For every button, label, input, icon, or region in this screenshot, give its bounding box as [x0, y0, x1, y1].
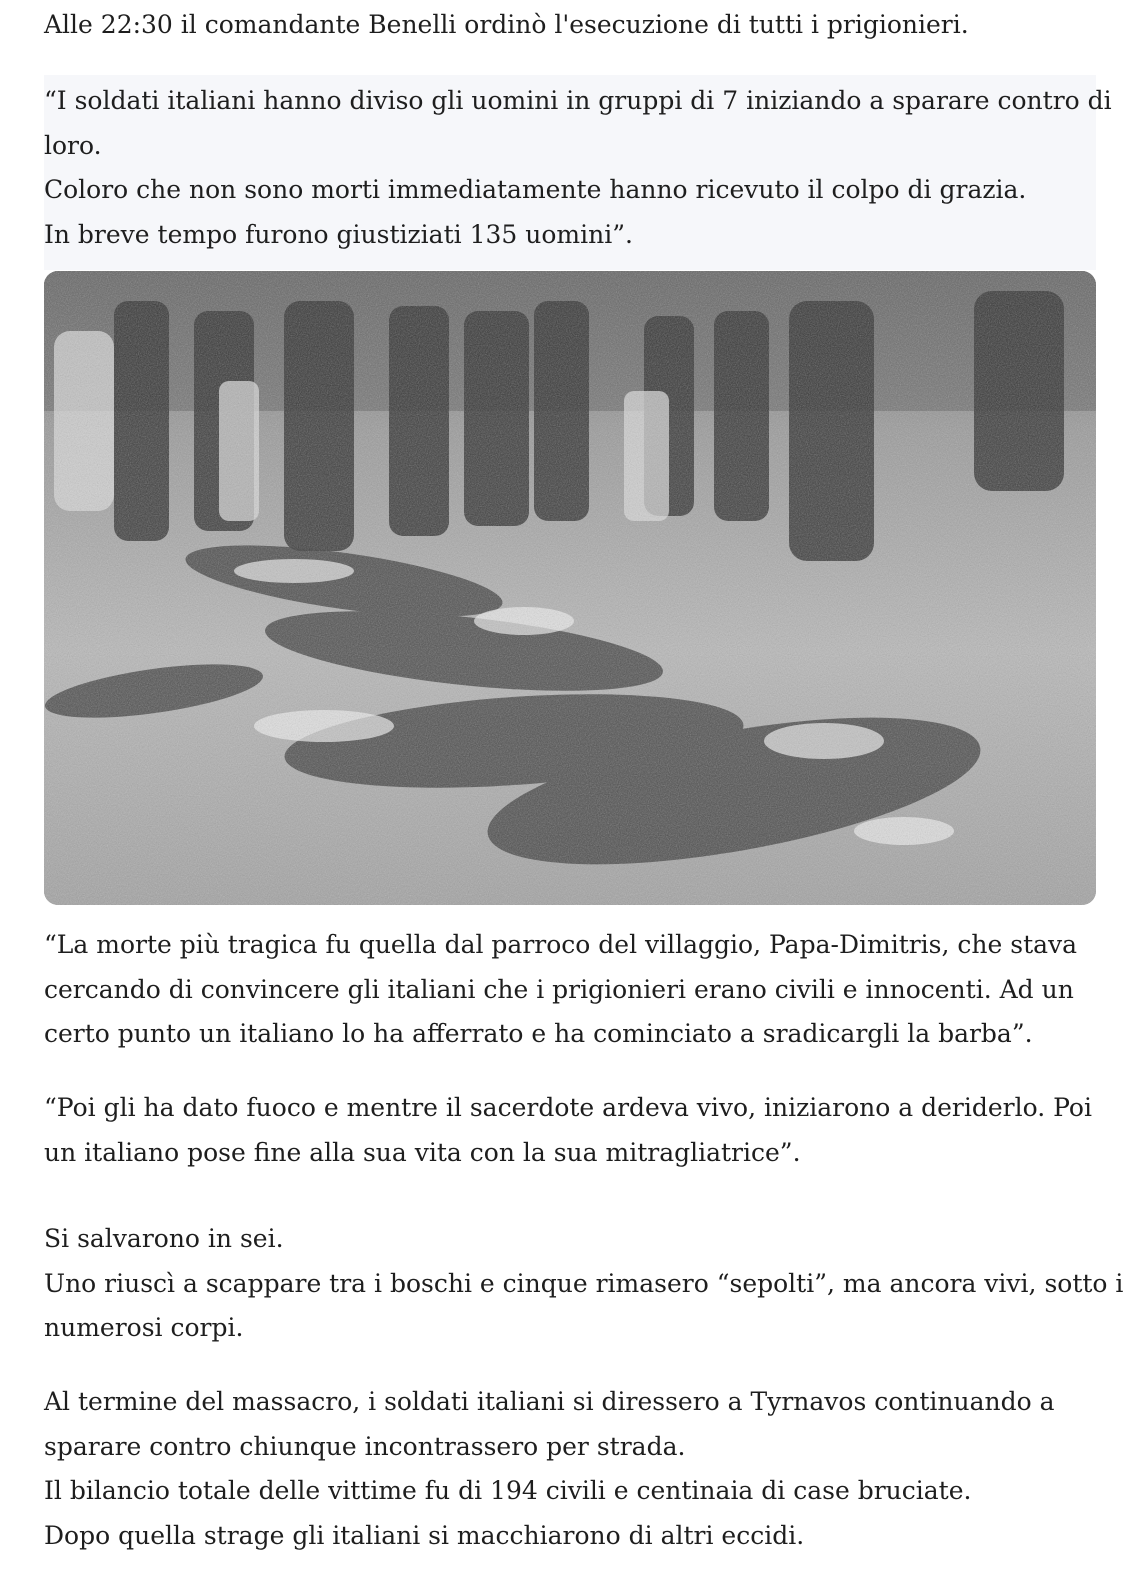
- paragraph-line: “La morte più tragica fu quella dal parroco del villaggio, Papa-Dimitris, che stava: [44, 930, 1078, 959]
- quote-line: “I soldati italiani hanno diviso gli uomini in gruppi di 7 iniziando a sparare contro di: [44, 86, 1112, 115]
- paragraph-line: Dopo quella strage gli italiani si macchiarono di altri eccidi.: [44, 1520, 805, 1550]
- blockquote: [44, 75, 1112, 270]
- paragraph-line: Uno riuscì a scappare tra i boschi e cinque rimasero “sepolti”, ma ancora vivi, sotto i: [44, 1268, 1124, 1298]
- survivors-paragraph: [44, 1217, 1124, 1351]
- paragraph-line: numerosi corpi.: [44, 1313, 244, 1342]
- article-body: [44, 0, 1096, 48]
- quote-line: In breve tempo furono giustiziati 135 uomini”.: [44, 219, 633, 249]
- ending-paragraph: [44, 1380, 1124, 1558]
- paragraph-line: un italiano pose fine alla sua vita con la sua mitragliatrice”.: [44, 1137, 801, 1167]
- historical-photo: [44, 271, 1096, 905]
- quote-paragraph-2: [44, 923, 1124, 1057]
- quote-line: loro.: [44, 130, 102, 160]
- intro-paragraph: Alle 22:30 il comandante Benelli ordinò l'esecuzione di tutti i prigionieri.: [44, 10, 969, 39]
- historical-photo-icon: [44, 271, 1096, 905]
- paragraph-line: Al termine del massacro, i soldati italiani si diressero a Tyrnavos continuando a: [44, 1387, 1055, 1416]
- paragraph-line: sparare contro chiunque incontrassero per strada.: [44, 1431, 686, 1461]
- quote-paragraph-3: [44, 1086, 1124, 1175]
- paragraph-line: certo punto un italiano lo ha afferrato e ha cominciato a sradicargli la barba”.: [44, 1019, 1033, 1048]
- quote-line: Coloro che non sono morti immediatamente hanno ricevuto il colpo di grazia.: [44, 175, 1027, 204]
- paragraph-line: cercando di convincere gli italiani che i prigionieri erano civili e innocenti. Ad un: [44, 974, 1074, 1004]
- paragraph-line: “Poi gli ha dato fuoco e mentre il sacerdote ardeva vivo, iniziarono a deriderlo. Poi: [44, 1093, 1092, 1122]
- paragraph-line: Il bilancio totale delle vittime fu di 194 civili e centinaia di case bruciate.: [44, 1476, 972, 1505]
- paragraph-line: Si salvarono in sei.: [44, 1224, 284, 1253]
